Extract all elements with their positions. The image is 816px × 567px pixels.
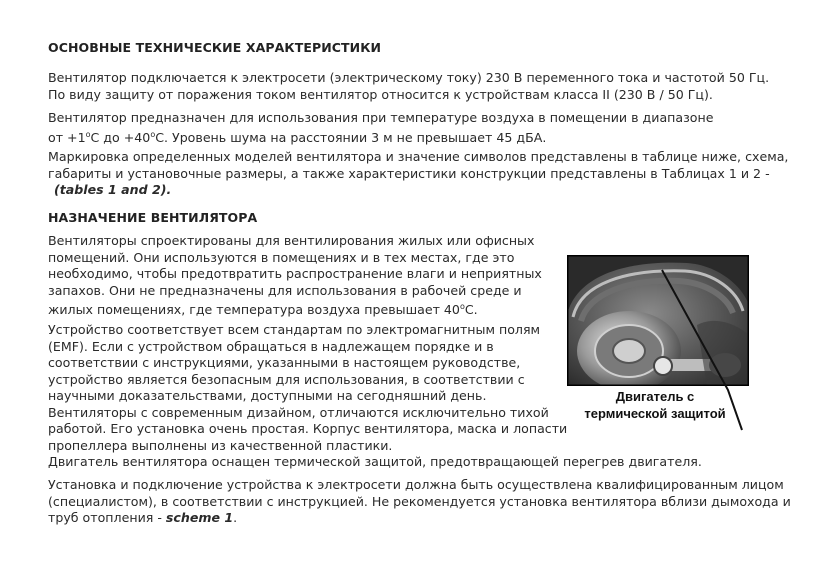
caption-line: термической защитой [584, 406, 726, 421]
text-line: (EMF). Если с устройством обращаться в надлежащем порядке и в [48, 338, 494, 354]
text-segment: С. [464, 302, 478, 317]
caption-line: Двигатель с [615, 389, 695, 404]
text-line: запахов. Они не предназначены для использования в рабочей среде и [48, 282, 522, 298]
text-line: габариты и установочные размеры, а также характеристики конструкции представлены в Таблицах 1 и 2 - [48, 165, 770, 181]
text-line: необходимо, чтобы предотвратить распространение влаги и неприятных [48, 266, 542, 281]
text-line: Двигатель вентилятора оснащен термической защитой, предотвращающей перегрев двигателя. [48, 454, 702, 469]
section-title-specs: ОСНОВНЫЕ ТЕХНИЧЕСКИЕ ХАРАКТЕРИСТИКИ [48, 40, 382, 55]
tables-reference: (tables 1 and 2). [54, 182, 172, 197]
text-segment: от +1 [48, 129, 86, 145]
scheme-reference: scheme 1 [165, 510, 234, 525]
text-line: соответствии с инструкциями, указанными в настоящем руководстве, [48, 355, 521, 370]
text-segment: труб отопления - [48, 510, 166, 525]
degree-sign: о [150, 129, 156, 139]
text-line: Вентилятор подключается к электросети (электрическому току) 230 В переменного тока и частотой 50 Гц. [48, 70, 770, 85]
text-line: Вентиляторы с современным дизайном, отличаются исключительно тихой [48, 404, 549, 420]
text-segment: С до +40 [90, 129, 151, 145]
degree-sign: о [85, 129, 91, 139]
text-line: устройство является безопасным для использования, в соответствии с [48, 371, 525, 387]
text-line: работой. Его установка очень простая. Корпус вентилятора, маска и лопасти [48, 421, 568, 436]
text-line: научными доказательствами, доступными на сегодняшний день. [48, 388, 487, 403]
text-line: (специалистом), в соответствии с инструкцией. Не рекомендуется установка вентилятора вблизи дымохода и [48, 493, 791, 509]
text-line: По виду защиту от поражения током вентилятор относится к устройствам класса II (230 В / 50 Гц). [48, 86, 713, 102]
text-line: помещений. Они используются в помещениях и в тех местах, где это [48, 249, 515, 265]
degree-sign: о [459, 302, 465, 311]
motor-caption [574, 388, 736, 422]
text-line: Вентиляторы спроектированы для вентилирования жилых или офисных [48, 233, 535, 248]
section-title-purpose: НАЗНАЧЕНИЕ ВЕНТИЛЯТОРА [48, 210, 258, 225]
text-line: Установка и подключение устройства к электросети должна быть осуществлена квалифицированным лицом [48, 477, 784, 492]
text-line: Устройство соответствует всем стандартам по электромагнитным полям [48, 322, 541, 337]
text-segment: жилых помещениях, где температура воздуха превышает 40 [48, 302, 460, 317]
text-line: Маркировка определенных моделей вентилятора и значение символов представлены в таблице ниже, схема, [48, 149, 789, 164]
text-segment: С. Уровень шума на расстоянии 3 м не превышает 45 дБА. [155, 129, 547, 145]
text-line: Вентилятор предназначен для использования при температуре воздуха в помещении в диапазоне [48, 110, 714, 125]
text-line: пропеллера выполнены из качественной пластики. [48, 437, 393, 453]
text-segment: . [233, 510, 238, 525]
